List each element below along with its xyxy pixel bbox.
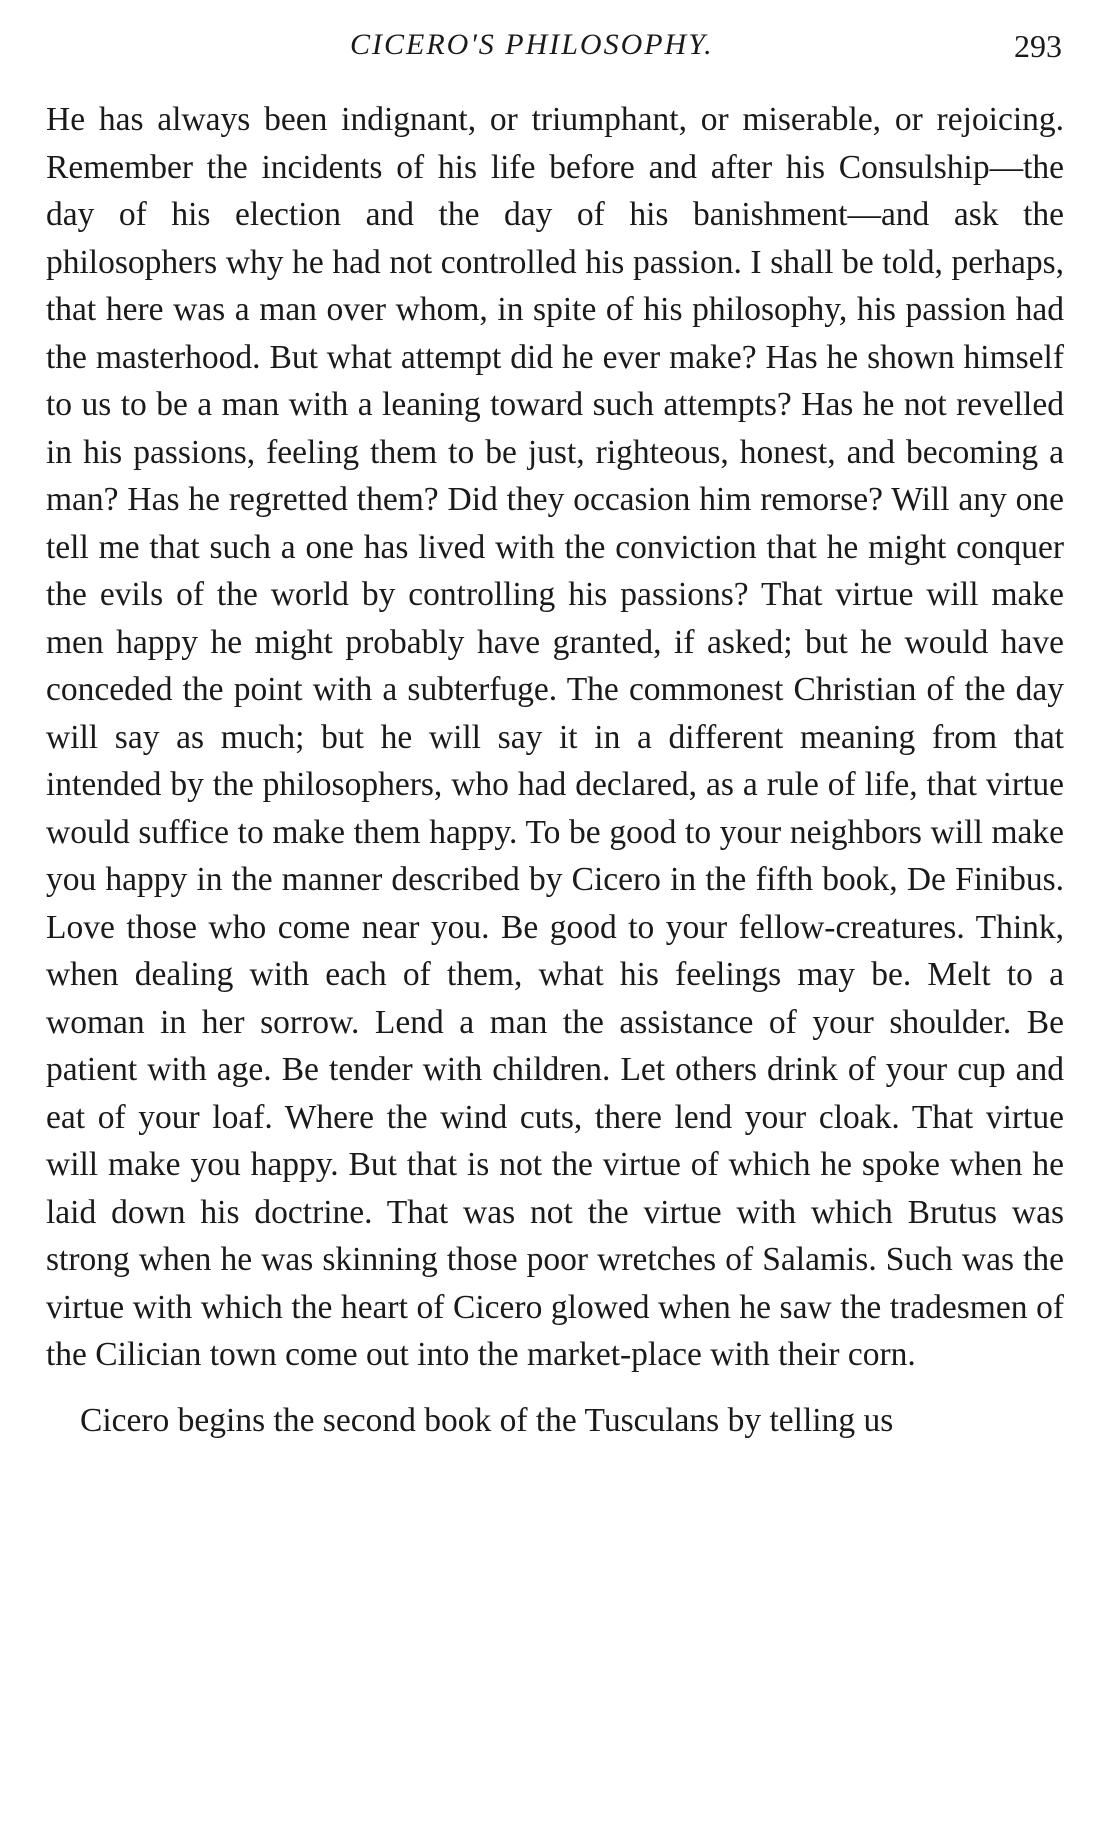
paragraph: He has always been indignant, or triumphant, or miserable, or rejoicing. Remember the incidents of his life before and after his Consulship—the day of his election and the day of his banishment—and ask the philosophers why he had not controlled his passion. I shall be told, perhaps, that here was a man over whom, in spite of his philosophy, his passion had the masterhood. But what attempt did he ever make? Has he shown himself to us to be a man with a leaning toward such attempts? Has he not revelled in his passions, feeling them to be just, righteous, honest, and becoming a man? Has he regretted them? Did they occasion him remorse? Will any one tell me that such a one has lived with the conviction that he might conquer the evils of the world by controlling his passions? That virtue will make men happy he might probably have granted, if asked; but he would have conceded the point with a subterfuge. The commonest Christian of the day will say as much; but he will say it in a different meaning from that intended by the philosophers, who had declared, as a rule of life, that virtue would suffice to make them happy. To be good to your neighbors will make you happy in the manner described by Cicero in the fifth book, De Finibus. Love those who come near you. Be good to your fellow-creatures. Think, when dealing with each of them, what his feelings may be. Melt to a woman in her sorrow. Lend a man the assistance of your shoulder. Be patient with age. Be tender with children. Let others drink of your cup and eat of your loaf. Where the wind cuts, there lend your cloak. That virtue will make you happy. But that is not the virtue of which he spoke when he laid down his doctrine. That was not the virtue with which Brutus was strong when he was skinning those poor wretches of Salamis. Such was the virtue with which the heart of Cicero glowed when he saw the tradesmen of the Cilician town come out into the market-place with their corn.	[46, 101, 1064, 1373]
running-head	[0, 28, 1118, 68]
body-text	[46, 96, 1064, 1444]
running-title: CICERO'S PHILOSOPHY.	[350, 28, 714, 61]
paragraph: Cicero begins the second book of the Tusculans by telling us	[80, 1401, 894, 1439]
page-number: 293	[1014, 28, 1062, 64]
